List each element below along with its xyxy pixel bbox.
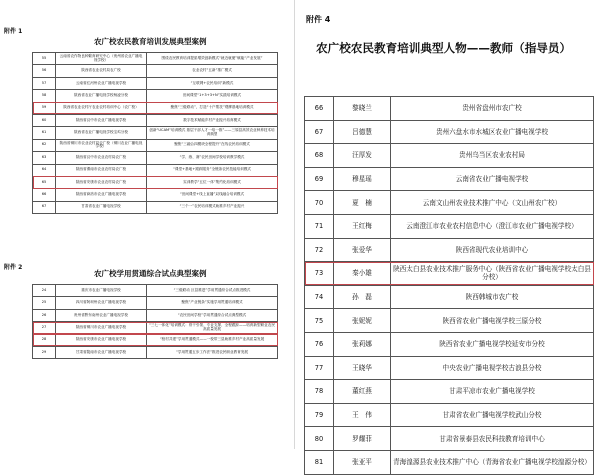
unit-name: 陕西省农业农村厅农业农村培训中心（农广校） [56,102,147,114]
attachment-label: 附件 4 [306,15,331,24]
row-number: 61 [33,127,56,139]
table-row [305,262,594,286]
table-row [305,427,594,451]
unit-name: 云南省红河州农业广播电视学校 [56,77,147,89]
person-name: 张妮妮 [334,309,391,333]
work-unit: 云南澄江市农业农村信息中心（澄江市农业广播电视学校） [391,214,594,238]
page-divider [294,0,295,449]
work-unit: 云南省农业广播电视学校 [391,167,594,191]
table-row [33,285,278,297]
attachment-label: 附件 1 [4,28,23,35]
work-unit: 陕西省农业广播电视学校延安市分校 [391,332,594,356]
person-name: 张莉娜 [334,332,391,356]
work-unit: 贵州六盘水市水城区农业广播电视学校 [391,120,594,144]
unit-name: 陕西省汉中市农业农村局农广校 [56,152,147,164]
table-row [33,201,278,213]
case-description: “校村共建”学用贯通模式——一校带三县助推乡村产业高质量发展 [147,334,278,346]
unit-name: 陕西省商洛市农业广播电视学校 [56,189,147,201]
unit-name: 甘肃省陇南市农业广播电视学校 [56,346,147,358]
unit-name: 四川省阿坝州农业广播电视学校 [56,297,147,309]
case-description: “三七一体化”培训模式：骨干引领、专业支撑、全程跟踪——培育新型职业农民高质量发展 [147,322,278,334]
person-name: 董红燕 [334,380,391,404]
case-description: 围绕农民教育培训提质增效创新模式“就近就便”赋能“产业发展” [147,53,278,65]
row-number: 28 [33,334,56,346]
person-name: 王 伟 [334,403,391,427]
row-number: 57 [33,77,56,89]
person-name: 黎晓兰 [334,97,391,121]
case-description: 创新“UCAM”培训模式 基层干部人才一培一推”——三原县高效农业种养技术培训典型 [147,127,278,139]
table-row [33,189,278,201]
person-name: 张亚平 [334,450,391,474]
case-description: “互联网+农民培训”新模式 [147,77,278,89]
person-name: 孙 磊 [334,285,391,309]
page-title: 农广校农民教育培训典型人物——教师（指导员） [316,41,572,55]
row-number: 76 [305,332,334,356]
case-description: 农业农村“五新”推广模式 [147,65,278,77]
document-page-attachment-1 [0,0,292,220]
table-row [305,285,594,309]
row-number: 73 [305,262,334,286]
row-number: 26 [33,309,56,321]
row-number: 62 [33,139,56,151]
row-number: 75 [305,309,334,333]
work-unit: 贵州省盘州市农广校 [391,97,594,121]
table-row [305,97,594,121]
person-name: 王晓华 [334,356,391,380]
row-number: 78 [305,380,334,404]
table-row [33,114,278,126]
attachment-label: 附件 2 [4,264,23,271]
unit-name: 陕西省安康市农业广播电视学校 [56,334,147,346]
row-number: 77 [305,356,334,380]
row-number: 74 [305,285,334,309]
work-unit: 青海湟源县农业技术推广中心（青海省农业广播电视学校湟源分校） [391,450,594,474]
table-row [33,65,278,77]
row-number: 67 [33,201,56,213]
table-row [33,152,278,164]
row-number: 66 [305,97,334,121]
row-number: 56 [33,65,56,77]
row-number: 60 [33,114,56,126]
table-row [33,53,278,65]
unit-name: 陕西省安康市农业农村局农广校 [56,176,147,188]
table-row [305,167,594,191]
table-row [305,144,594,168]
unit-name: 陕西省汉中市农业广播电视学校 [56,114,147,126]
case-description: 聚焦“三级联动”，打造“十户帮扶”观摩基地培训模式 [147,102,278,114]
unit-name: 陕西省渭南市农业农村局农广校 [56,164,147,176]
case-description: “田间课堂+线上直播”双线融合培训模式 [147,189,278,201]
table-row [33,139,278,151]
unit-name: 云南省农作物良种繁育研究中心（贵州省农业广播电视学校） [56,53,147,65]
case-description: “学用贯通五步工作法”推进农民职业教育发展 [147,346,278,358]
table-row [33,164,278,176]
row-number: 81 [305,450,334,474]
work-unit: 甘肃省农业广播电视学校武山分校 [391,403,594,427]
person-name: 张爱华 [334,238,391,262]
person-name: 吕德慧 [334,120,391,144]
table-row [33,102,278,114]
row-number: 80 [305,427,334,451]
pilot-cases-table [32,284,278,359]
table-row [305,214,594,238]
person-name: 王红梅 [334,214,391,238]
row-number: 66 [33,189,56,201]
table-row [33,297,278,309]
case-description: “三级联动 区县推进”学用贯通综合试点推进模式 [147,285,278,297]
row-number: 27 [33,322,56,334]
work-unit: 陕西省现代农业培训中心 [391,238,594,262]
unit-name: 陕西省铜川市农业广播电视学校 [56,322,147,334]
table-row [305,238,594,262]
person-name: 罗耀菲 [334,427,391,451]
table-row [33,127,278,139]
table-row [305,450,594,474]
row-number: 29 [33,346,56,358]
unit-name: 陕西省铜川市农业农村局农广校（铜川农业广播电视学校） [56,139,147,151]
case-description: 数字技术赋能乡村产业振兴培育模式 [147,114,278,126]
row-number: 59 [33,102,56,114]
row-number: 65 [33,176,56,188]
table-row [33,176,278,188]
table-row [305,332,594,356]
table-row [33,309,278,321]
unit-name: 贵州省黔东南州农业广播电视学校 [56,309,147,321]
table-row [305,191,594,215]
table-row [305,403,594,427]
row-number: 69 [305,167,334,191]
row-number: 79 [305,403,334,427]
table-row [33,77,278,89]
case-description: 实训教学“五位一体”集约化培训模式 [147,176,278,188]
row-number: 70 [305,191,334,215]
case-description: “课堂+基地+跟踪服务”全链条农民技能培训模式 [147,164,278,176]
page-title: 农广校农民教育培训发展典型案例 [94,37,207,46]
unit-name: 重庆市农业广播电视学校 [56,285,147,297]
unit-name: 陕西省农业广播电视学校宝鸡分校 [56,127,147,139]
work-unit: 甘肃平凉市农业广播电视学校 [391,380,594,404]
person-name: 汪厚发 [334,144,391,168]
work-unit: 甘肃省景泰县农民科技教育培训中心 [391,427,594,451]
table-row [305,309,594,333]
table-row [305,356,594,380]
case-description: 聚焦“产业链条”实施学用贯通培训模式 [147,297,278,309]
table-row [33,322,278,334]
table-row [305,120,594,144]
row-number: 72 [305,238,334,262]
document-page-attachment-4 [298,0,600,467]
person-name: 穆星瑶 [334,167,391,191]
work-unit: 云南文山州农业技术推广中心（文山州农广校） [391,191,594,215]
row-number: 68 [305,144,334,168]
cases-table [32,52,278,214]
table-row [305,380,594,404]
unit-name: 甘肃省农业广播电视学校 [56,201,147,213]
case-description: 田间课堂“1+3+3+N”实践培训模式 [147,90,278,102]
row-number: 64 [33,164,56,176]
row-number: 58 [33,90,56,102]
row-number: 63 [33,152,56,164]
table-row [33,334,278,346]
case-description: “农民田间学校”学用贯通综合试点典型模式 [147,309,278,321]
case-description: “学、练、赛”农民田间学校培训教学模式 [147,152,278,164]
row-number: 67 [305,120,334,144]
unit-name: 陕西省农业农村局农广校 [56,65,147,77]
case-description: 聚焦“三融合四模块全程提升”在线农民培训模式 [147,139,278,151]
person-name: 秦小雄 [334,262,391,286]
table-row [33,346,278,358]
page-title: 农广校学用贯通综合试点典型案例 [94,269,207,278]
row-number: 24 [33,285,56,297]
row-number: 71 [305,214,334,238]
table-row [33,90,278,102]
work-unit: 贵州乌当区农业农村局 [391,144,594,168]
person-name: 夏 楠 [334,191,391,215]
teachers-table [304,96,594,475]
work-unit: 陕西韩城市农广校 [391,285,594,309]
work-unit: 陕西省农业广播电视学校三原分校 [391,309,594,333]
case-description: “三个一”农民培训模式助推乡村产业振兴 [147,201,278,213]
unit-name: 陕西省农业广播电视学校杨凌分校 [56,90,147,102]
work-unit: 中央农业广播电视学校古浪县分校 [391,356,594,380]
row-number: 25 [33,297,56,309]
row-number: 55 [33,53,56,65]
document-page-attachment-2 [0,228,292,449]
work-unit: 陕西太白县农业技术推广服务中心（陕西省农业广播电视学校太白县分校） [391,262,594,286]
